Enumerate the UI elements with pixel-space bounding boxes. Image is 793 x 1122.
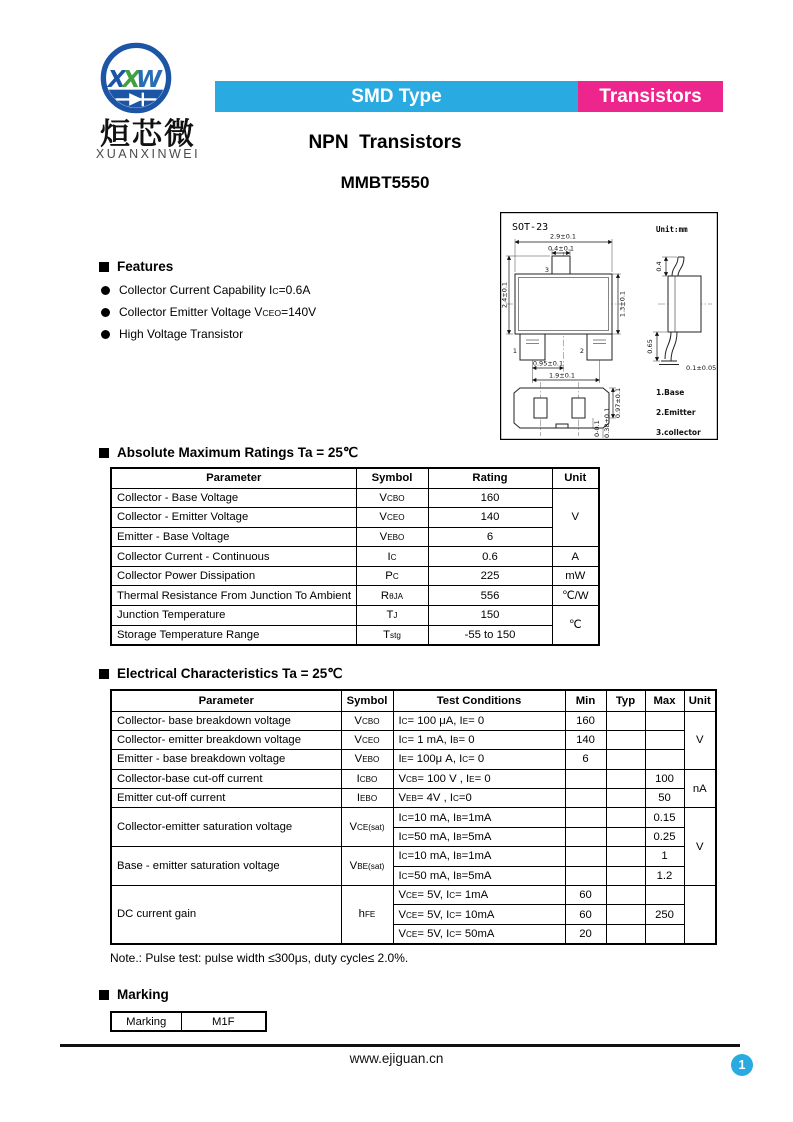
- cell-cond: IE= 100μ A, IC= 0: [393, 750, 565, 769]
- cell-max: 1: [645, 847, 684, 866]
- cell-min: 140: [565, 730, 606, 749]
- cell-unit: ℃: [552, 606, 599, 645]
- abs-max-table-wrap: [110, 467, 600, 646]
- table-row: [111, 789, 716, 808]
- cell-typ: [606, 847, 645, 866]
- table-row: [111, 750, 716, 769]
- cell-typ: [606, 789, 645, 808]
- page-title: NPN Transistors: [308, 132, 462, 153]
- table-row: [111, 625, 599, 645]
- package-name: SOT-23: [512, 222, 549, 233]
- cell-param: Junction Temperature: [111, 606, 356, 626]
- cell-rating: 0.6: [428, 547, 552, 567]
- cell-sym: VEBO: [341, 750, 393, 769]
- elec-char-heading-text: Electrical Characteristics Ta = 25℃: [117, 666, 343, 681]
- package-unit-label: Unit:mm: [656, 225, 688, 234]
- cell-param: Collector Current - Continuous: [111, 547, 356, 567]
- features-heading: [99, 259, 173, 274]
- dim-top-width: 2.9±0.1: [549, 232, 577, 241]
- cell-param: Storage Temperature Range: [111, 625, 356, 645]
- cell-min: [565, 769, 606, 788]
- table-row: [111, 547, 599, 567]
- cell-typ: [606, 905, 645, 924]
- cell-sym: VCEO: [341, 730, 393, 749]
- bullet-icon: [101, 308, 110, 317]
- transistors-label: Transistors: [599, 85, 702, 107]
- cell-min: [565, 866, 606, 885]
- table-row: [111, 808, 716, 827]
- company-name-latin: XUANXINWEI: [95, 147, 201, 161]
- marking-value-cell: M1F: [181, 1012, 266, 1031]
- elec-char-heading: [99, 666, 342, 682]
- feature-item: [101, 283, 310, 297]
- cell-param: Collector- emitter breakdown voltage: [111, 730, 341, 749]
- legend-base: 1.Base: [656, 388, 685, 397]
- cell-unit: ℃/W: [552, 586, 599, 606]
- cell-max: 1.2: [645, 866, 684, 885]
- cell-min: [565, 808, 606, 827]
- cell-typ: [606, 886, 645, 905]
- section-marker-icon: [99, 448, 109, 458]
- cell-cond: IC= 100 μA, IE= 0: [393, 711, 565, 730]
- cell-cond: IC=10 mA, IB=1mA: [393, 847, 565, 866]
- cell-unit: [684, 886, 716, 944]
- cell-min: 60: [565, 905, 606, 924]
- features-heading-text: Features: [117, 259, 174, 274]
- table-row: [111, 730, 716, 749]
- cell-typ: [606, 750, 645, 769]
- header-left-segment: [215, 81, 578, 112]
- cell-max: 250: [645, 905, 684, 924]
- cell-max: 0.15: [645, 808, 684, 827]
- cell-min: 6: [565, 750, 606, 769]
- cell-typ: [606, 711, 645, 730]
- feature-text: Collector Current Capability IC=0.6A: [119, 283, 311, 297]
- cell-param: Collector Power Dissipation: [111, 566, 356, 586]
- cell-param: Emitter - base breakdown voltage: [111, 750, 341, 769]
- cell-cond: IC=50 mA, IB=5mA: [393, 827, 565, 846]
- bullet-icon: [101, 330, 110, 339]
- dim-pin-width: 0.4±0.1: [547, 244, 575, 253]
- column-header: Parameter: [111, 468, 356, 488]
- cell-min: 20: [565, 924, 606, 943]
- cell-sym: VEBO: [356, 527, 428, 547]
- marking-label-cell: Marking: [111, 1012, 181, 1031]
- abs-max-heading-text: Absolute Maximum Ratings Ta = 25℃: [117, 445, 359, 460]
- dim-pin-pitch: 0.95±0.1: [532, 359, 564, 368]
- dim-foot-thickness: 0.1±0.05: [686, 364, 717, 372]
- cell-sym: VCBO: [356, 488, 428, 508]
- cell-cond: IC= 1 mA, IB= 0: [393, 730, 565, 749]
- dim-lead-top: 0.4: [655, 261, 663, 272]
- feature-text: Collector Emitter Voltage VCEO=140V: [119, 305, 317, 319]
- cell-typ: [606, 866, 645, 885]
- company-logo-icon: [99, 41, 173, 115]
- cell-param: Emitter cut-off current: [111, 789, 341, 808]
- logo-letter: X: [107, 64, 126, 93]
- cell-sym: Tstg: [356, 625, 428, 645]
- company-name-chinese: 烜芯微: [100, 118, 196, 151]
- cell-unit: mW: [552, 566, 599, 586]
- cell-sym: hFE: [341, 886, 393, 944]
- column-header: Unit: [684, 690, 716, 711]
- marking-table-wrap: [110, 1011, 267, 1032]
- cell-cond: VCB= 100 V , IE= 0: [393, 769, 565, 788]
- cell-rating: 160: [428, 488, 552, 508]
- cell-rating: 225: [428, 566, 552, 586]
- marking-table: [110, 1011, 267, 1032]
- cell-rating: 6: [428, 527, 552, 547]
- part-number: MMBT5550: [340, 173, 430, 192]
- cell-param: Collector-base cut-off current: [111, 769, 341, 788]
- marking-heading-text: Marking: [117, 987, 169, 1002]
- cell-sym: RθJA: [356, 586, 428, 606]
- cell-max: [645, 711, 684, 730]
- website-url: www.ejiguan.cn: [349, 1051, 444, 1066]
- cell-sym: PC: [356, 566, 428, 586]
- cell-typ: [606, 827, 645, 846]
- table-row: [111, 508, 599, 528]
- cell-param: Collector - Base Voltage: [111, 488, 356, 508]
- cell-param: Collector-emitter saturation voltage: [111, 808, 341, 847]
- table-row: [111, 586, 599, 606]
- cell-unit: A: [552, 547, 599, 567]
- cell-sym: ICBO: [341, 769, 393, 788]
- cell-cond: VEB= 4V , IC=0: [393, 789, 565, 808]
- elec-char-table: [110, 689, 717, 945]
- table-row: [111, 847, 716, 866]
- cell-rating: -55 to 150: [428, 625, 552, 645]
- cell-param: Collector- base breakdown voltage: [111, 711, 341, 730]
- elec-char-table-wrap: [110, 689, 717, 945]
- feature-item: [101, 327, 243, 341]
- cell-rating: 140: [428, 508, 552, 528]
- cell-cond: VCE= 5V, IC= 10mA: [393, 905, 565, 924]
- column-header: Parameter: [111, 690, 341, 711]
- cell-cond: VCE= 5V, IC= 1mA: [393, 886, 565, 905]
- cell-typ: [606, 924, 645, 943]
- cell-min: [565, 847, 606, 866]
- column-header: Symbol: [356, 468, 428, 488]
- cell-param: Base - emitter saturation voltage: [111, 847, 341, 886]
- cell-param: DC current gain: [111, 886, 341, 944]
- cell-min: 60: [565, 886, 606, 905]
- cell-min: [565, 789, 606, 808]
- cell-param: Emitter - Base Voltage: [111, 527, 356, 547]
- section-marker-icon: [99, 990, 109, 1000]
- cell-max: 100: [645, 769, 684, 788]
- dim-lead-bottom: 0.65: [646, 339, 654, 354]
- column-header: Symbol: [341, 690, 393, 711]
- cell-sym: IC: [356, 547, 428, 567]
- cell-unit: V: [552, 488, 599, 547]
- cell-rating: 150: [428, 606, 552, 626]
- table-row: [111, 711, 716, 730]
- cell-sym: VCBO: [341, 711, 393, 730]
- feature-item: [101, 305, 316, 319]
- cell-typ: [606, 808, 645, 827]
- cell-typ: [606, 730, 645, 749]
- cell-param: Thermal Resistance From Junction To Ambient: [111, 586, 356, 606]
- dim-bottom-height: 0.97±0.1: [614, 387, 622, 419]
- abs-max-table: [110, 467, 600, 646]
- cell-max: [645, 750, 684, 769]
- feature-text: High Voltage Transistor: [119, 327, 244, 341]
- column-header: Rating: [428, 468, 552, 488]
- table-row: [111, 566, 599, 586]
- cell-sym: IEBO: [341, 789, 393, 808]
- pin3-label: 3: [544, 266, 549, 274]
- dim-pin-span: 1.9±0.1: [548, 371, 576, 380]
- cell-unit: nA: [684, 769, 716, 808]
- column-header: Unit: [552, 468, 599, 488]
- dim-height: 2.4±0.1: [500, 281, 509, 309]
- logo-letter: W: [136, 64, 162, 93]
- cell-sym: VBE(sat): [341, 847, 393, 886]
- dim-standoff: 0-0.1: [593, 420, 601, 437]
- table-row: [111, 886, 716, 905]
- column-header: Test Conditions: [393, 690, 565, 711]
- header-bar: [215, 81, 723, 112]
- cell-max: [645, 886, 684, 905]
- footer-rule: [60, 1044, 740, 1047]
- cell-cond: IC=50 mA, IB=5mA: [393, 866, 565, 885]
- column-header: Min: [565, 690, 606, 711]
- page-number-badge: 1: [731, 1054, 753, 1076]
- cell-cond: IC=10 mA, IB=1mA: [393, 808, 565, 827]
- table-row: [111, 488, 599, 508]
- pulse-test-note: Note.: Pulse test: pulse width ≤300μs, duty cycle≤ 2.0%.: [110, 951, 409, 965]
- dim-lead-thickness: 0.38±0.1: [603, 407, 611, 438]
- table-row: [111, 527, 599, 547]
- cell-rating: 556: [428, 586, 552, 606]
- cell-param: Collector - Emitter Voltage: [111, 508, 356, 528]
- abs-max-heading: [99, 445, 358, 461]
- bullet-icon: [101, 286, 110, 295]
- table-row: [111, 606, 599, 626]
- pin1-label: 1: [512, 347, 517, 355]
- legend-emitter: 2.Emitter: [656, 408, 696, 417]
- section-marker-icon: [99, 669, 109, 679]
- cell-max: [645, 730, 684, 749]
- marking-heading: [99, 987, 169, 1002]
- cell-cond: VCE= 5V, IC= 50mA: [393, 924, 565, 943]
- smd-type-label: SMD Type: [351, 85, 442, 107]
- column-header: Typ: [606, 690, 645, 711]
- cell-sym: TJ: [356, 606, 428, 626]
- table-row: [111, 769, 716, 788]
- package-diagram: [500, 212, 718, 440]
- logo-letter: X: [122, 64, 141, 93]
- cell-max: 0.25: [645, 827, 684, 846]
- cell-typ: [606, 769, 645, 788]
- cell-unit: V: [684, 711, 716, 769]
- cell-min: 160: [565, 711, 606, 730]
- cell-max: 50: [645, 789, 684, 808]
- column-header: Max: [645, 690, 684, 711]
- section-marker-icon: [99, 262, 109, 272]
- dim-body-height: 1.3±0.1: [618, 290, 627, 318]
- cell-sym: VCEO: [356, 508, 428, 528]
- header-right-segment: [578, 81, 723, 112]
- cell-max: [645, 924, 684, 943]
- legend-collector: 3.collector: [656, 428, 701, 437]
- cell-min: [565, 827, 606, 846]
- cell-unit: V: [684, 808, 716, 886]
- pin2-label: 2: [579, 347, 584, 355]
- cell-sym: VCE(sat): [341, 808, 393, 847]
